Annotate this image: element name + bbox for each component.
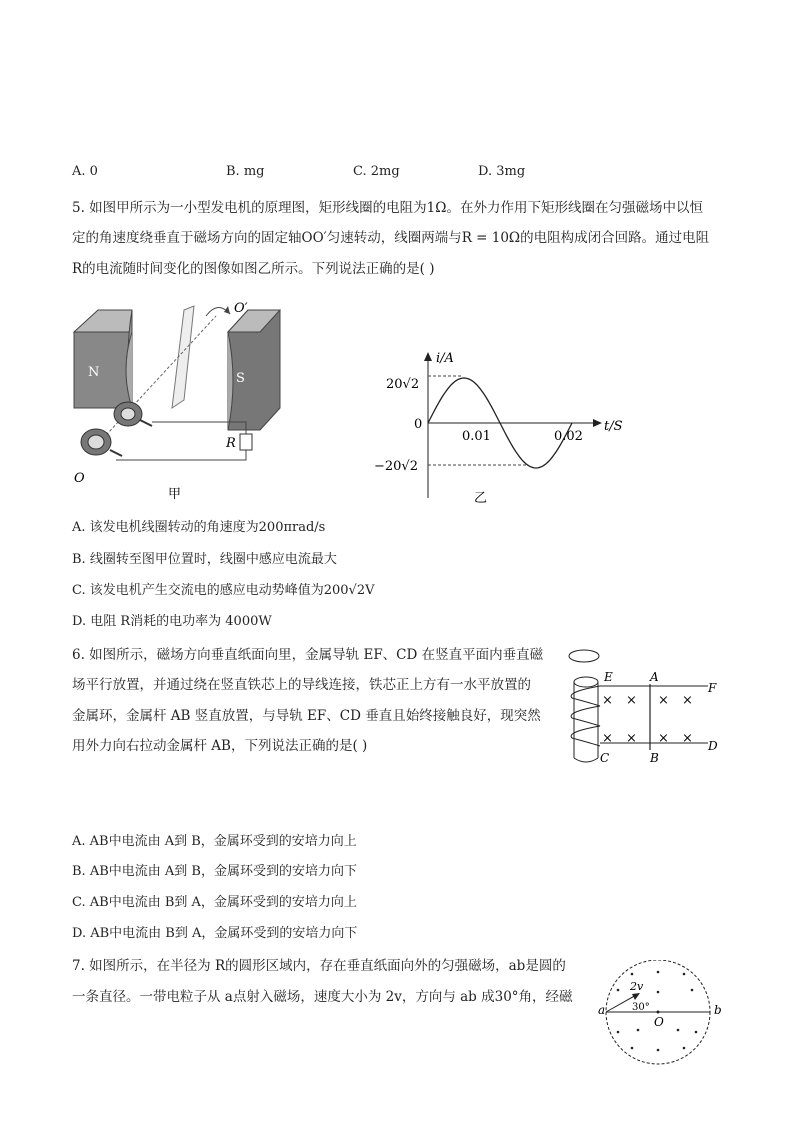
svg-text:×: ×	[658, 693, 669, 708]
magnet-n-label: N	[88, 365, 100, 380]
q6-stem-line-3: 金属环，金属杆 AB 竖直放置，与导轨 EF、CD 垂直且始终接触良好，现突然	[72, 708, 541, 724]
q7-stem-line-2: 一条直径。一带电粒子从 a点射入磁场，速度大小为 2v，方向与 ab 成30°角，经磁	[72, 989, 573, 1005]
svg-text:×: ×	[682, 693, 693, 708]
q6-option-a: A. AB中电流由 A到 B，金属环受到的安培力向上	[72, 834, 357, 849]
t1-label: 0.01	[462, 429, 491, 444]
q6-option-c: C. AB中电流由 B到 A，金属环受到的安培力向上	[72, 895, 357, 910]
field-dots	[617, 971, 698, 1052]
q6-option-d: D. AB中电流由 B到 A，金属环受到的安培力向下	[72, 926, 358, 941]
velocity-label: 2v	[630, 980, 644, 993]
label-b: B	[650, 751, 659, 765]
magnet-n	[74, 310, 132, 408]
metal-ring	[569, 650, 599, 662]
q6-option-b: B. AB中电流由 A到 B，金属环受到的安培力向下	[72, 864, 357, 879]
magnet-s	[228, 310, 280, 430]
q5-option-a: A. 该发电机线圈转动的角速度为200πrad/s	[72, 520, 326, 535]
svg-text:×: ×	[682, 731, 693, 746]
angle-label: 30°	[632, 1002, 650, 1013]
current-time-graph	[368, 348, 628, 508]
q5-option-c: C. 该发电机产生交流电的感应电动势峰值为200√2V	[72, 583, 375, 598]
label-f: F	[708, 681, 717, 695]
figure-jia-caption: 甲	[168, 487, 182, 502]
label-a: A	[650, 670, 659, 684]
rail-coil-diagram	[564, 646, 728, 772]
coil-plane	[172, 306, 194, 408]
q4-option-a: A. 0	[72, 164, 98, 179]
t2-label: 0.02	[554, 429, 583, 444]
q4-option-b: B. mg	[226, 164, 265, 179]
magnet-s-label: S	[236, 371, 245, 386]
q5-stem-line-1: 5. 如图甲所示为一小型发电机的原理图，矩形线圈的电阻为1Ω。在外力作用下矩形线圈在匀强磁场中以恒	[72, 200, 703, 216]
circular-field-diagram	[596, 960, 726, 1068]
svg-text:×: ×	[602, 731, 613, 746]
axis-o-prime-label: O′	[234, 301, 248, 316]
origin-label: 0	[414, 417, 423, 432]
y-axis-label: i/A	[436, 351, 454, 366]
q6-stem-line-1: 6. 如图所示，磁场方向垂直纸面向里，金属导轨 EF、CD 在竖直平面内垂直磁	[72, 647, 544, 663]
q4-option-d: D. 3mg	[478, 164, 526, 179]
q6-stem-line-4: 用外力向右拉动金属杆 AB，下列说法正确的是( )	[72, 738, 368, 754]
q5-option-b: B. 线圈转至图甲位置时，线圈中感应电流最大	[72, 552, 337, 567]
slip-ring-1	[114, 402, 142, 426]
svg-text:×: ×	[602, 693, 613, 708]
slip-ring-2	[81, 429, 111, 455]
x-axis-label: t/S	[604, 419, 623, 434]
q5-option-d: D. 电阻 R消耗的电功率为 4000W	[72, 614, 272, 629]
label-c: C	[600, 751, 610, 765]
generator-diagram	[66, 296, 286, 506]
magnetic-field-crosses	[602, 693, 693, 746]
resistor-r-label: R	[226, 436, 236, 451]
svg-text:×: ×	[626, 731, 637, 746]
coil-winding	[571, 686, 600, 746]
axis-o-label: O	[74, 471, 85, 486]
label-e: E	[604, 670, 613, 684]
point-b-label: b	[714, 1003, 722, 1017]
y-max-label: 20√2	[386, 377, 420, 392]
svg-text:×: ×	[658, 731, 669, 746]
q4-option-c: C. 2mg	[353, 164, 400, 179]
point-a-label: a	[598, 1003, 606, 1017]
q5-stem-line-3: R的电流随时间变化的图像如图乙所示。下列说法正确的是( )	[72, 261, 435, 277]
svg-text:×: ×	[626, 693, 637, 708]
q6-stem-line-2: 场平行放置，并通过绕在竖直铁芯上的导线连接，铁芯正上方有一水平放置的	[72, 677, 531, 693]
figure-yi-caption: 乙	[474, 491, 488, 506]
center-o-label: O	[654, 1015, 664, 1029]
q7-stem-line-1: 7. 如图所示，在半径为 R的圆形区域内，存在垂直纸面向外的匀强磁场，ab是圆的	[72, 958, 566, 974]
label-d: D	[708, 739, 718, 753]
q5-stem-line-2: 定的角速度绕垂直于磁场方向的固定轴OO′匀速转动，线圈两端与R = 10Ω的电阻构成闭合回路。通过电阻	[72, 230, 710, 246]
y-min-label: −20√2	[374, 459, 418, 474]
resistor-r	[240, 434, 252, 450]
